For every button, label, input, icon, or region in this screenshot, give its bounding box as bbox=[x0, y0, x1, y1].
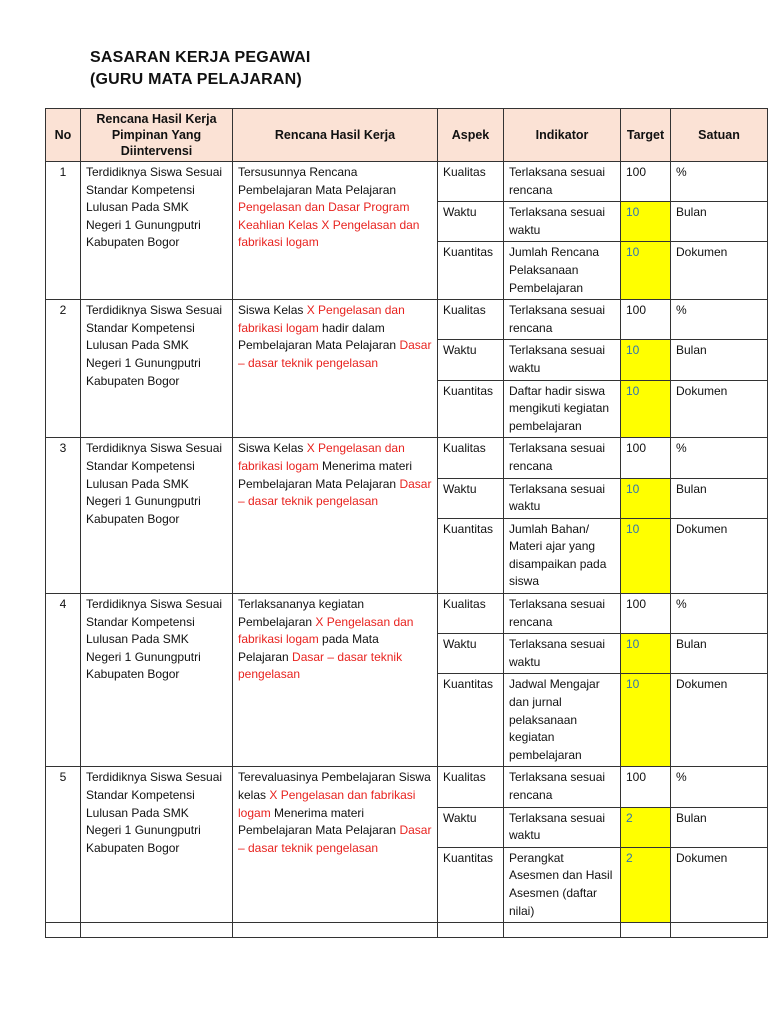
cell-rhk-pimpinan: Terdidiknya Siswa Sesuai Standar Kompetensi Lulusan Pada SMK Negeri 1 Gunungputri Kabupaten Bogor bbox=[81, 438, 233, 594]
cell-aspek: Kualitas bbox=[438, 767, 504, 807]
cell-aspek: Waktu bbox=[438, 634, 504, 674]
rhk-text: Menerima materi Pembelajaran Mata Pelajaran bbox=[238, 805, 400, 838]
cell-indikator: Terlaksana sesuai waktu bbox=[504, 634, 621, 674]
cell-indikator: Terlaksana sesuai waktu bbox=[504, 478, 621, 518]
rhk-text: pada Mata Pelajaran bbox=[238, 632, 379, 664]
cell-satuan: Bulan bbox=[671, 478, 768, 518]
table-row bbox=[46, 162, 768, 202]
empty-cell bbox=[233, 923, 438, 938]
rhk-text: hadir dalam Pembelajaran Mata Pelajaran bbox=[238, 320, 400, 353]
cell-rhk bbox=[233, 300, 438, 438]
cell-aspek: Kuantitas bbox=[438, 242, 504, 300]
cell-satuan: Bulan bbox=[671, 634, 768, 674]
cell-satuan: % bbox=[671, 767, 768, 807]
cell-indikator: Terlaksana sesuai waktu bbox=[504, 202, 621, 242]
cell-target: 10 bbox=[621, 634, 671, 674]
skp-table bbox=[45, 108, 768, 938]
cell-target: 10 bbox=[621, 518, 671, 593]
cell-rhk bbox=[233, 438, 438, 594]
title-line-2: (GURU MATA PELAJARAN) bbox=[90, 71, 302, 88]
table-row bbox=[46, 594, 768, 634]
table-header bbox=[46, 109, 768, 162]
table-row bbox=[46, 438, 768, 478]
rhk-text: Terlaksananya kegiatan Pembelajaran bbox=[238, 597, 365, 629]
cell-indikator: Terlaksana sesuai rencana bbox=[504, 438, 621, 478]
cell-indikator: Jumlah Rencana Pelaksanaan Pembelajaran bbox=[504, 242, 621, 300]
empty-cell bbox=[504, 923, 621, 938]
cell-no: 5 bbox=[46, 767, 81, 923]
cell-aspek: Kuantitas bbox=[438, 847, 504, 922]
table-body bbox=[46, 162, 768, 938]
rhk-highlight-text: X Pengelasan dan fabrikasi logam bbox=[238, 788, 416, 820]
empty-cell bbox=[671, 923, 768, 938]
empty-cell bbox=[81, 923, 233, 938]
rhk-highlight-text: Dasar – dasar teknik pengelasan bbox=[238, 649, 403, 682]
cell-satuan: Bulan bbox=[671, 340, 768, 380]
rhk-highlight-text: Dasar – dasar teknik pengelasan bbox=[238, 823, 432, 855]
cell-aspek: Kualitas bbox=[438, 300, 504, 340]
col-header-rhk: Rencana Hasil Kerja bbox=[233, 109, 438, 162]
cell-target: 100 bbox=[621, 594, 671, 634]
rhk-highlight-text: Dasar – dasar teknik pengelasan bbox=[238, 476, 432, 509]
cell-target: 100 bbox=[621, 300, 671, 340]
cell-aspek: Kualitas bbox=[438, 594, 504, 634]
cell-satuan: Dokumen bbox=[671, 380, 768, 438]
cell-rhk bbox=[233, 594, 438, 767]
cell-indikator: Terlaksana sesuai rencana bbox=[504, 767, 621, 807]
cell-satuan: Bulan bbox=[671, 202, 768, 242]
cell-satuan: Dokumen bbox=[671, 847, 768, 922]
cell-aspek: Kualitas bbox=[438, 438, 504, 478]
rhk-text: Tersusunnya Rencana Pembelajaran Mata Pelajaran bbox=[238, 165, 397, 197]
cell-indikator: Daftar hadir siswa mengikuti kegiatan pembelajaran bbox=[504, 380, 621, 438]
rhk-text: Siswa Kelas bbox=[238, 441, 307, 456]
cell-target: 100 bbox=[621, 438, 671, 478]
cell-satuan: Bulan bbox=[671, 807, 768, 847]
cell-satuan: % bbox=[671, 594, 768, 634]
cell-rhk bbox=[233, 767, 438, 923]
table-row bbox=[46, 300, 768, 340]
rhk-highlight-text: Dasar – dasar teknik pengelasan bbox=[238, 338, 432, 370]
cell-aspek: Waktu bbox=[438, 340, 504, 380]
col-header-target: Target bbox=[621, 109, 671, 162]
rhk-highlight-text: X Pengelasan dan fabrikasi logam bbox=[238, 303, 405, 335]
cell-rhk-pimpinan: Terdidiknya Siswa Sesuai Standar Kompetensi Lulusan Pada SMK Negeri 1 Gunungputri Kabupaten Bogor bbox=[81, 300, 233, 438]
cell-indikator: Jadwal Mengajar dan jurnal pelaksanaan kegiatan pembelajaran bbox=[504, 674, 621, 767]
cell-aspek: Waktu bbox=[438, 202, 504, 242]
cell-aspek: Waktu bbox=[438, 478, 504, 518]
rhk-text: Terevaluasinya Pembelajaran Siswa kelas bbox=[238, 770, 431, 802]
cell-satuan: % bbox=[671, 300, 768, 340]
col-header-no: No bbox=[46, 109, 81, 162]
cell-no: 4 bbox=[46, 594, 81, 767]
rhk-highlight-text: Pengelasan dan Dasar Program Keahlian Kelas X Pengelasan dan fabrikasi logam bbox=[238, 200, 420, 250]
cell-satuan: % bbox=[671, 162, 768, 202]
cell-target: 10 bbox=[621, 202, 671, 242]
cell-indikator: Terlaksana sesuai rencana bbox=[504, 162, 621, 202]
cell-aspek: Waktu bbox=[438, 807, 504, 847]
col-header-aspek: Aspek bbox=[438, 109, 504, 162]
title-line-1: SASARAN KERJA PEGAWAI bbox=[90, 49, 311, 66]
cell-target: 10 bbox=[621, 242, 671, 300]
cell-target: 100 bbox=[621, 767, 671, 807]
cell-target: 10 bbox=[621, 674, 671, 767]
cell-rhk bbox=[233, 162, 438, 300]
empty-row bbox=[46, 923, 768, 938]
col-header-rhk-pimpinan: Rencana Hasil Kerja Pimpinan Yang Diintervensi bbox=[81, 109, 233, 162]
cell-aspek: Kuantitas bbox=[438, 518, 504, 593]
cell-satuan: Dokumen bbox=[671, 674, 768, 767]
cell-indikator: Perangkat Asesmen dan Hasil Asesmen (daftar nilai) bbox=[504, 847, 621, 922]
col-header-indikator: Indikator bbox=[504, 109, 621, 162]
cell-target: 100 bbox=[621, 162, 671, 202]
cell-target: 10 bbox=[621, 340, 671, 380]
empty-cell bbox=[438, 923, 504, 938]
cell-rhk-pimpinan: Terdidiknya Siswa Sesuai Standar Kompetensi Lulusan Pada SMK Negeri 1 Gunungputri Kabupaten Bogor bbox=[81, 767, 233, 923]
cell-aspek: Kuantitas bbox=[438, 380, 504, 438]
cell-no: 2 bbox=[46, 300, 81, 438]
cell-target: 2 bbox=[621, 807, 671, 847]
cell-indikator: Terlaksana sesuai waktu bbox=[504, 340, 621, 380]
cell-aspek: Kuantitas bbox=[438, 674, 504, 767]
cell-indikator: Terlaksana sesuai waktu bbox=[504, 807, 621, 847]
cell-rhk-pimpinan: Terdidiknya Siswa Sesuai Standar Kompetensi Lulusan Pada SMK Negeri 1 Gunungputri Kabupaten Bogor bbox=[81, 594, 233, 767]
cell-indikator: Terlaksana sesuai rencana bbox=[504, 594, 621, 634]
col-header-satuan: Satuan bbox=[671, 109, 768, 162]
cell-target: 10 bbox=[621, 478, 671, 518]
cell-no: 3 bbox=[46, 438, 81, 594]
cell-target: 2 bbox=[621, 847, 671, 922]
table-row bbox=[46, 767, 768, 807]
cell-satuan: Dokumen bbox=[671, 518, 768, 593]
cell-satuan: Dokumen bbox=[671, 242, 768, 300]
cell-satuan: % bbox=[671, 438, 768, 478]
cell-indikator: Terlaksana sesuai rencana bbox=[504, 300, 621, 340]
cell-no: 1 bbox=[46, 162, 81, 300]
empty-cell bbox=[621, 923, 671, 938]
rhk-text: Siswa Kelas bbox=[238, 303, 307, 318]
cell-target: 10 bbox=[621, 380, 671, 438]
document-title bbox=[90, 47, 311, 91]
rhk-highlight-text: X Pengelasan dan fabrikasi logam bbox=[238, 441, 405, 473]
rhk-text: Menerima materi Pembelajaran Mata Pelajaran bbox=[238, 458, 413, 491]
cell-indikator: Jumlah Bahan/ Materi ajar yang disampaikan pada siswa bbox=[504, 518, 621, 593]
empty-cell bbox=[46, 923, 81, 938]
rhk-highlight-text: X Pengelasan dan fabrikasi logam bbox=[238, 614, 414, 647]
cell-rhk-pimpinan: Terdidiknya Siswa Sesuai Standar Kompetensi Lulusan Pada SMK Negeri 1 Gunungputri Kabupaten Bogor bbox=[81, 162, 233, 300]
cell-aspek: Kualitas bbox=[438, 162, 504, 202]
